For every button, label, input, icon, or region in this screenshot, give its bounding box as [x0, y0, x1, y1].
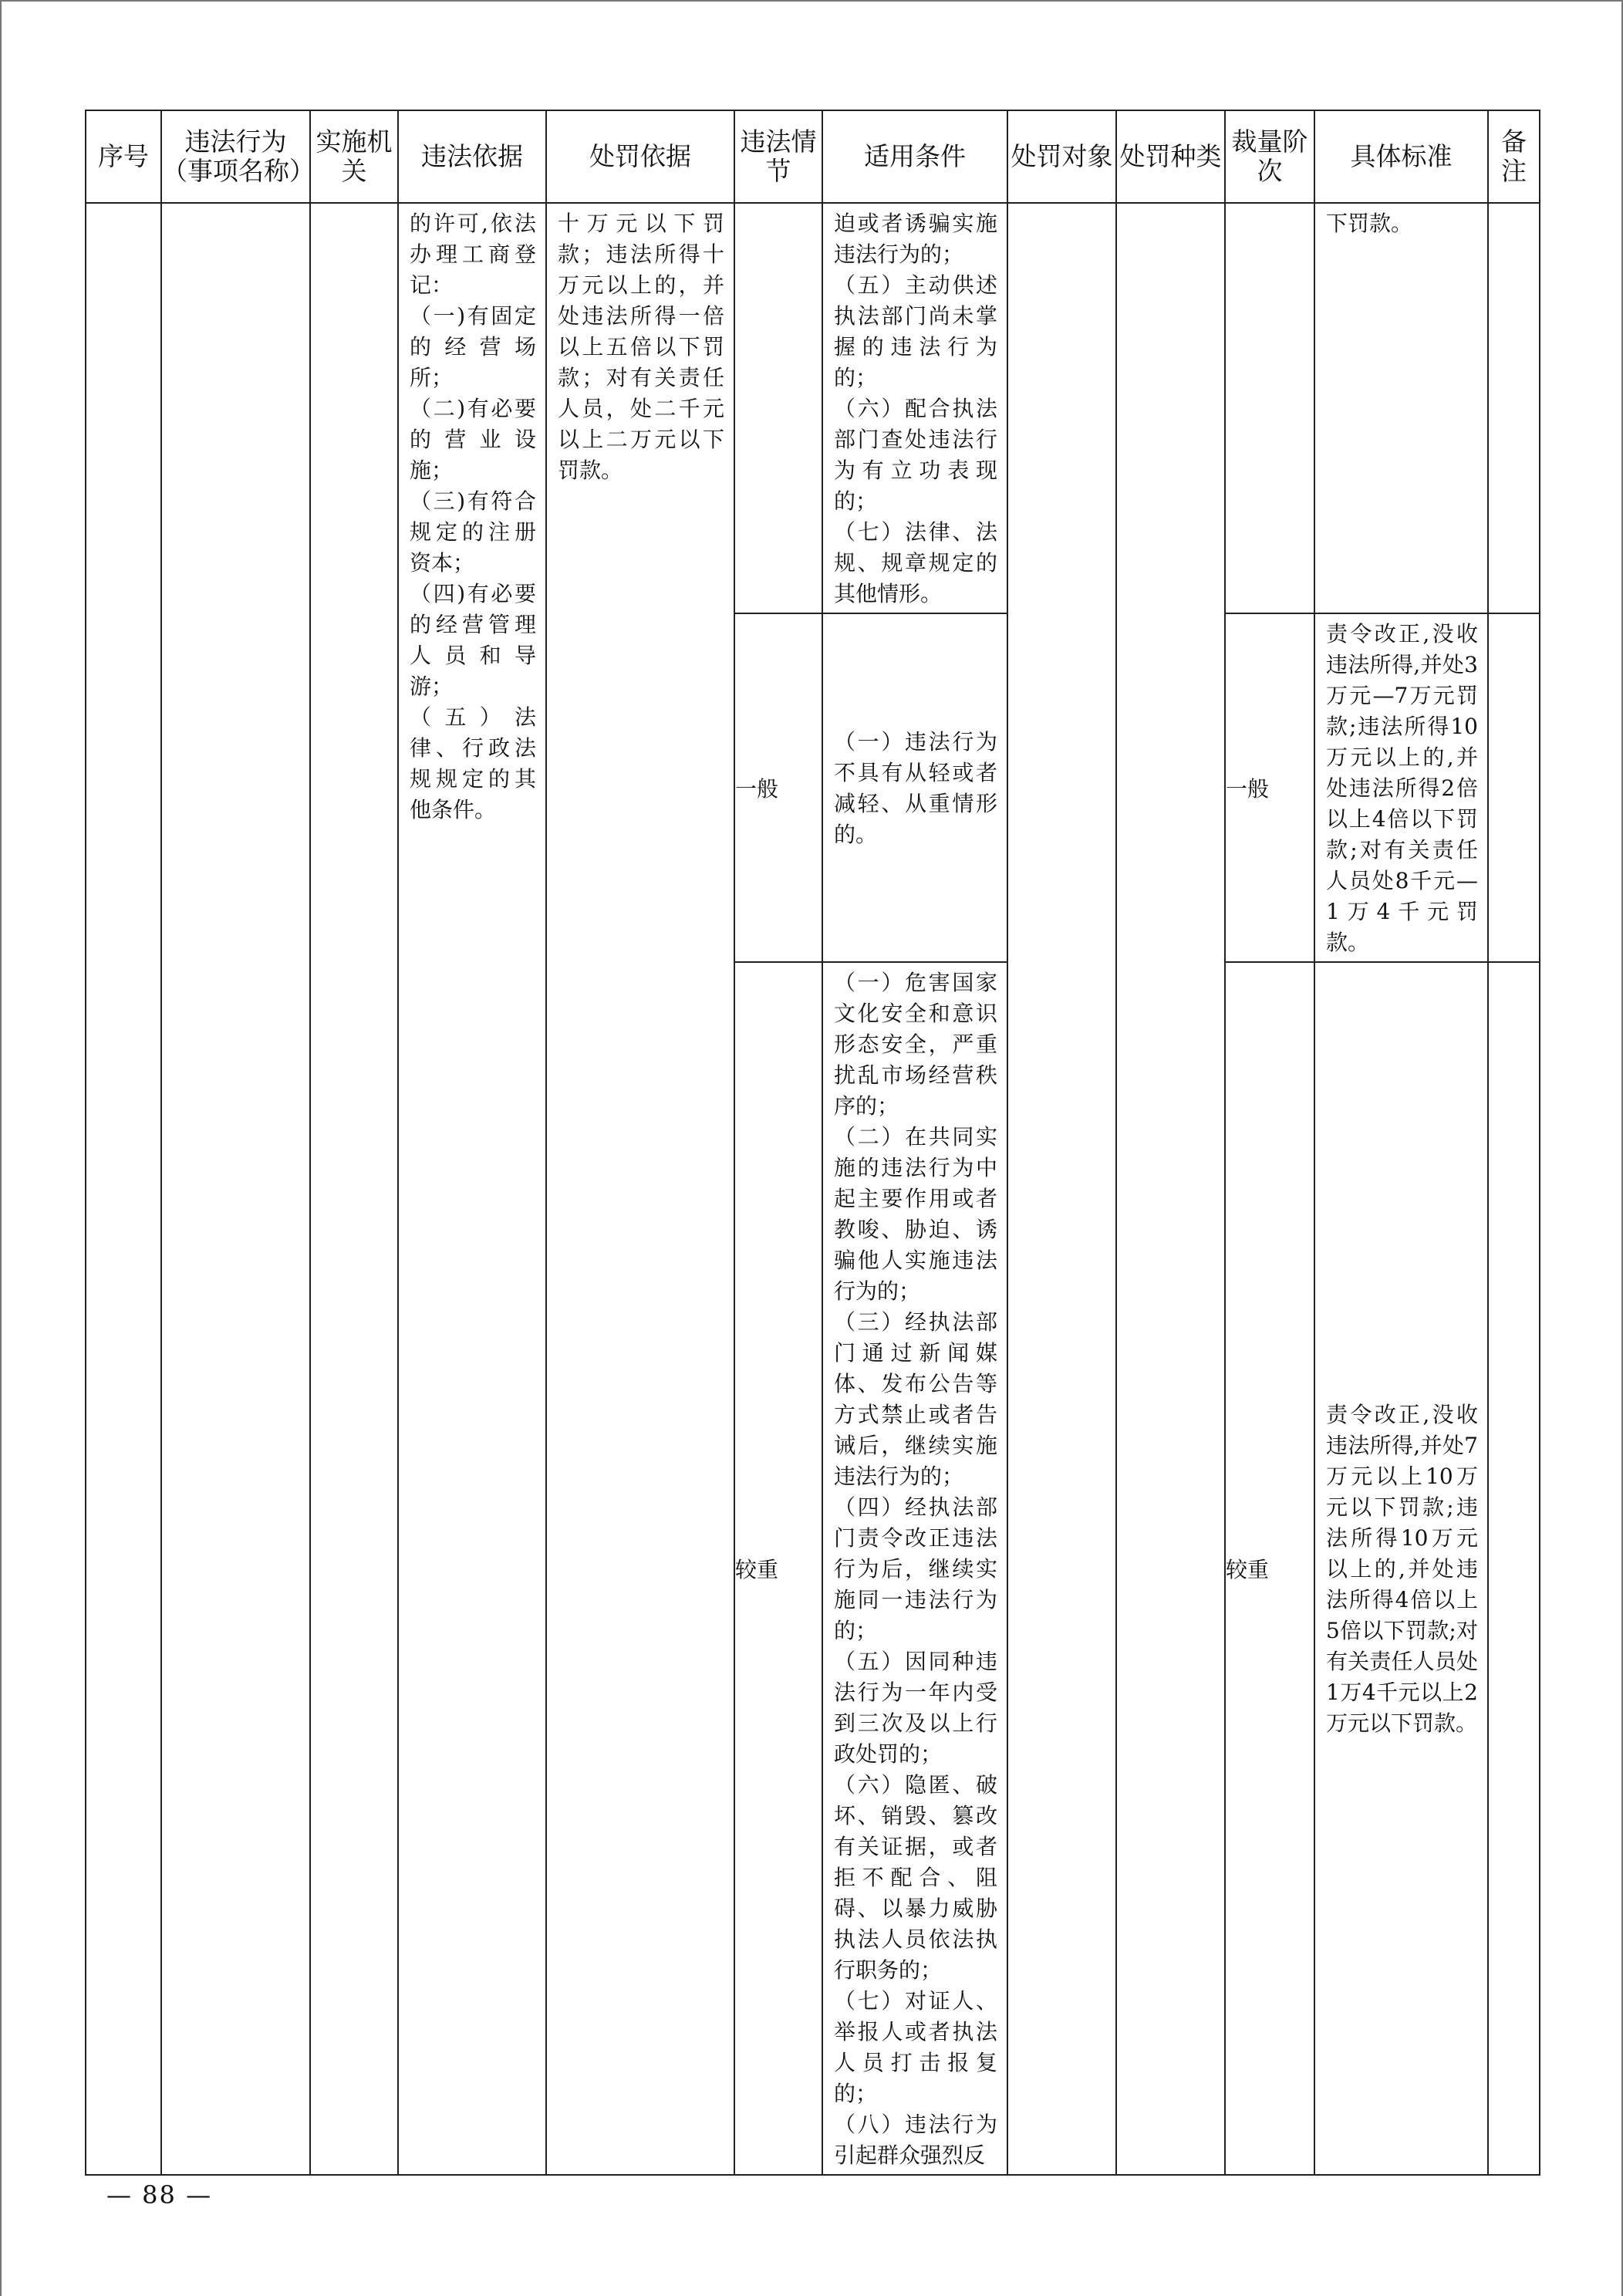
page-border-top [0, 0, 1623, 2]
cell-violation-basis [398, 203, 546, 2175]
condition-line: （六）隐匿、破坏、销毁、篡改有关证据，或者拒不配合、阻碍、以暴力威胁执法人员依法执行职务的； [834, 1772, 997, 1983]
header-discretion-level: 裁量阶次 [1225, 110, 1314, 203]
penalty-basis-text: 十万元以下罚款；违法所得十万元以上的，并处违法所得一倍以上五倍以下罚款；对有关责任人员，处二千元以上二万元以下罚款。 [558, 211, 724, 483]
condition-text-row2: （一）违法行为不具有从轻或者减轻、从重情形的。 [834, 729, 997, 847]
table-header-row [86, 110, 1540, 203]
condition-line: （七）法律、法规、规章规定的其他情形。 [834, 519, 997, 606]
cell-level-row2: 一般 [1225, 613, 1314, 962]
basis-line: （二)有必要的营业设施； [410, 396, 536, 483]
condition-line: （七）对证人、举报人或者执法人员打击报复的； [834, 1988, 997, 2106]
cell-level-row1 [1225, 203, 1314, 613]
condition-line: 迫或者诱骗实施违法行为的； [834, 211, 997, 267]
basis-line: （三)有符合规定的注册资本； [410, 488, 536, 576]
standard-text-row1: 下罚款。 [1326, 211, 1413, 236]
cell-penalty-type [1116, 203, 1225, 2175]
condition-line: （六）配合执法部门查处违法行为有立功表现的； [834, 396, 997, 514]
header-conditions: 适用条件 [822, 110, 1007, 203]
cell-conditions-row1 [822, 203, 1007, 613]
basis-line: 的许可,依法办理工商登记： [410, 211, 536, 298]
page-number: — 88 — [106, 2180, 213, 2210]
cell-standard-row2 [1314, 613, 1488, 962]
cell-level-row3: 较重 [1225, 962, 1314, 2175]
page-border-left [0, 0, 2, 2296]
cell-conditions-row3 [822, 962, 1007, 2175]
cell-remarks-row3 [1488, 962, 1540, 2175]
cell-conditions-row2 [822, 613, 1007, 962]
header-penalty-type: 处罚种类 [1116, 110, 1225, 203]
standard-text-row3: 责令改正,没收违法所得,并处7万元以上10万元以下罚款;违法所得10万元以上的,并处违法所得4倍以上5倍以下罚款;对有关责任人员处1万4千元以上2万元以下罚款。 [1326, 1402, 1478, 1736]
cell-standard-row1 [1314, 203, 1488, 613]
table-row [86, 203, 1540, 613]
header-agency: 实施机关 [310, 110, 398, 203]
cell-circumstance-row3: 较重 [734, 962, 822, 2175]
cell-serial [86, 203, 161, 2175]
condition-line: （四）经执法部门责令改正违法行为后，继续实施同一违法行为的； [834, 1494, 997, 1643]
cell-standard-row3 [1314, 962, 1488, 2175]
basis-line: （五）法律、行政法规规定的其他条件。 [410, 704, 536, 822]
condition-line: （八）违法行为引起群众强烈反 [834, 2112, 997, 2168]
basis-line: （四)有必要的经营管理人员和导游； [410, 581, 536, 699]
header-penalty-basis: 处罚依据 [546, 110, 734, 203]
cell-penalty-basis [546, 203, 734, 2175]
cell-agency [310, 203, 398, 2175]
cell-remarks-row2 [1488, 613, 1540, 962]
basis-line: （一)有固定的经营场所； [410, 303, 536, 390]
condition-line: （五）因同种违法行为一年内受到三次及以上行政处罚的； [834, 1649, 997, 1767]
condition-line: （三）经执法部门通过新闻媒体、发布公告等方式禁止或者告诫后，继续实施违法行为的； [834, 1309, 997, 1489]
condition-line: （五）主动供述执法部门尚未掌握的违法行为的； [834, 272, 997, 390]
cell-remarks-row1 [1488, 203, 1540, 613]
header-standard: 具体标准 [1314, 110, 1488, 203]
standard-text-row2: 责令改正,没收违法所得,并处3万元—7万元罚款;违法所得10万元以上的,并处违法所得2倍以上4倍以下罚款;对有关责任人员处8千元—1万4千元罚款。 [1326, 621, 1478, 955]
cell-circumstance-row1 [734, 203, 822, 613]
cell-violation [161, 203, 310, 2175]
header-serial: 序号 [86, 110, 161, 203]
penalty-standard-table [85, 110, 1540, 2176]
header-violation-basis: 违法依据 [398, 110, 546, 203]
header-circumstance: 违法情节 [734, 110, 822, 203]
header-penalty-target: 处罚对象 [1007, 110, 1116, 203]
cell-penalty-target [1007, 203, 1116, 2175]
condition-line: （一）危害国家文化安全和意识形态安全，严重扰乱市场经营秩序的； [834, 970, 997, 1119]
header-remarks: 备注 [1488, 110, 1540, 203]
condition-line: （二）在共同实施的违法行为中起主要作用或者教唆、胁迫、诱骗他人实施违法行为的； [834, 1124, 997, 1304]
cell-circumstance-row2: 一般 [734, 613, 822, 962]
header-violation: 违法行为（事项名称） [161, 110, 310, 203]
